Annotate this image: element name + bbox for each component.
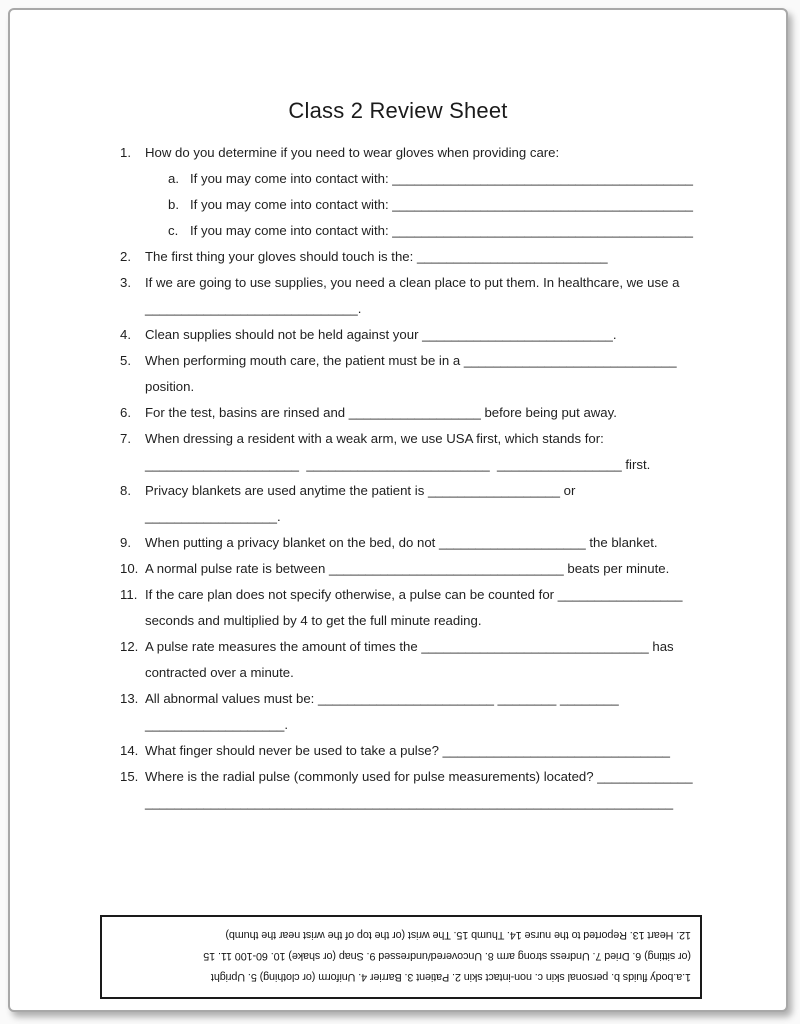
question-item (120, 764, 700, 790)
answer-key-text (102, 917, 700, 994)
question-item (120, 322, 700, 348)
question-item (120, 140, 700, 166)
item-text: How do you determine if you need to wear gloves when providing care: (145, 145, 560, 160)
item-marker: 6. (120, 405, 131, 420)
item-text: ________________________________________________________________________ (145, 795, 674, 810)
item-marker: 13. (120, 691, 139, 706)
item-marker: 3. (120, 275, 131, 290)
worksheet-page (8, 8, 788, 1012)
item-marker: a. (168, 171, 179, 186)
question-list (120, 140, 700, 816)
question-continuation (120, 374, 700, 400)
item-marker: 2. (120, 249, 131, 264)
item-marker: 7. (120, 431, 131, 446)
item-text: When performing mouth care, the patient must be in a _____________________________ (145, 353, 677, 368)
item-text: If you may come into contact with: _________________________________________ (190, 223, 693, 238)
item-marker: b. (168, 197, 179, 212)
question-subitem (120, 218, 700, 244)
item-text: position. (145, 379, 195, 394)
item-text: _____________________ _________________________ _________________ first. (145, 457, 651, 472)
item-text: If you may come into contact with: _________________________________________ (190, 171, 693, 186)
answer-key-line: (or sitting) 6. Dried 7. Undress strong arm 8. Uncovered/undressed 9. Snap (or shake) 10. 60-100 11. 15 (203, 950, 691, 962)
item-text: ___________________. (145, 717, 289, 732)
question-subitem (120, 192, 700, 218)
question-item (120, 686, 700, 712)
item-marker: 1. (120, 145, 131, 160)
item-marker: 12. (120, 639, 139, 654)
item-text: All abnormal values must be: ________________________ ________ ________ (145, 691, 619, 706)
answer-key-box (100, 915, 702, 999)
item-text: If we are going to use supplies, you need a clean place to put them. In healthcare, we use a (145, 275, 680, 290)
question-item (120, 582, 700, 608)
item-text: When putting a privacy blanket on the bed, do not ____________________ the blanket. (145, 535, 658, 550)
item-text: The first thing your gloves should touch is the: __________________________ (145, 249, 608, 264)
question-item (120, 478, 700, 504)
question-continuation (120, 712, 700, 738)
page-title: Class 2 Review Sheet (288, 98, 508, 123)
item-text: A normal pulse rate is between ________________________________ beats per minute. (145, 561, 670, 576)
question-item (120, 556, 700, 582)
question-item (120, 530, 700, 556)
item-marker: 15. (120, 769, 139, 784)
item-text: _____________________________. (145, 301, 362, 316)
question-item (120, 400, 700, 426)
item-marker: 10. (120, 561, 139, 576)
question-item (120, 244, 700, 270)
item-marker: 5. (120, 353, 131, 368)
item-marker: 4. (120, 327, 131, 342)
answer-key-line: 12. Heart 13. Reported to the nurse 14. Thumb 15. The wrist (or the top of the wrist near the thumb) (225, 929, 691, 941)
item-text: seconds and multiplied by 4 to get the full minute reading. (145, 613, 482, 628)
answer-key-line: 1.a.body fluids b. personal skin c. non-intact skin 2. Patient 3. Barrier 4. Uniform (or clothing) 5. Upright (211, 971, 691, 983)
question-subitem (120, 166, 700, 192)
item-text: If you may come into contact with: _________________________________________ (190, 197, 693, 212)
question-item (120, 634, 700, 660)
item-marker: 11. (120, 587, 138, 602)
question-continuation (120, 660, 700, 686)
item-marker: 8. (120, 483, 131, 498)
item-marker: c. (168, 223, 179, 238)
item-text: __________________. (145, 509, 281, 524)
item-text: For the test, basins are rinsed and __________________ before being put away. (145, 405, 617, 420)
question-continuation (120, 790, 700, 816)
question-continuation (120, 452, 700, 478)
question-item (120, 270, 700, 296)
item-text: A pulse rate measures the amount of times the _______________________________ has (145, 639, 674, 654)
item-text: What finger should never be used to take a pulse? _______________________________ (145, 743, 671, 758)
item-text: Privacy blankets are used anytime the patient is __________________ or (145, 483, 576, 498)
item-text: Where is the radial pulse (commonly used for pulse measurements) located? _____________ (145, 769, 693, 784)
question-item (120, 348, 700, 374)
item-marker: 9. (120, 535, 131, 550)
item-marker: 14. (120, 743, 139, 758)
item-text: If the care plan does not specify otherwise, a pulse can be counted for _________________ (145, 587, 683, 602)
question-continuation (120, 608, 700, 634)
item-text: Clean supplies should not be held against your __________________________. (145, 327, 617, 342)
item-text: When dressing a resident with a weak arm, we use USA first, which stands for: (145, 431, 604, 446)
question-continuation (120, 296, 700, 322)
item-text: contracted over a minute. (145, 665, 294, 680)
question-item (120, 426, 700, 452)
question-continuation (120, 504, 700, 530)
question-item (120, 738, 700, 764)
